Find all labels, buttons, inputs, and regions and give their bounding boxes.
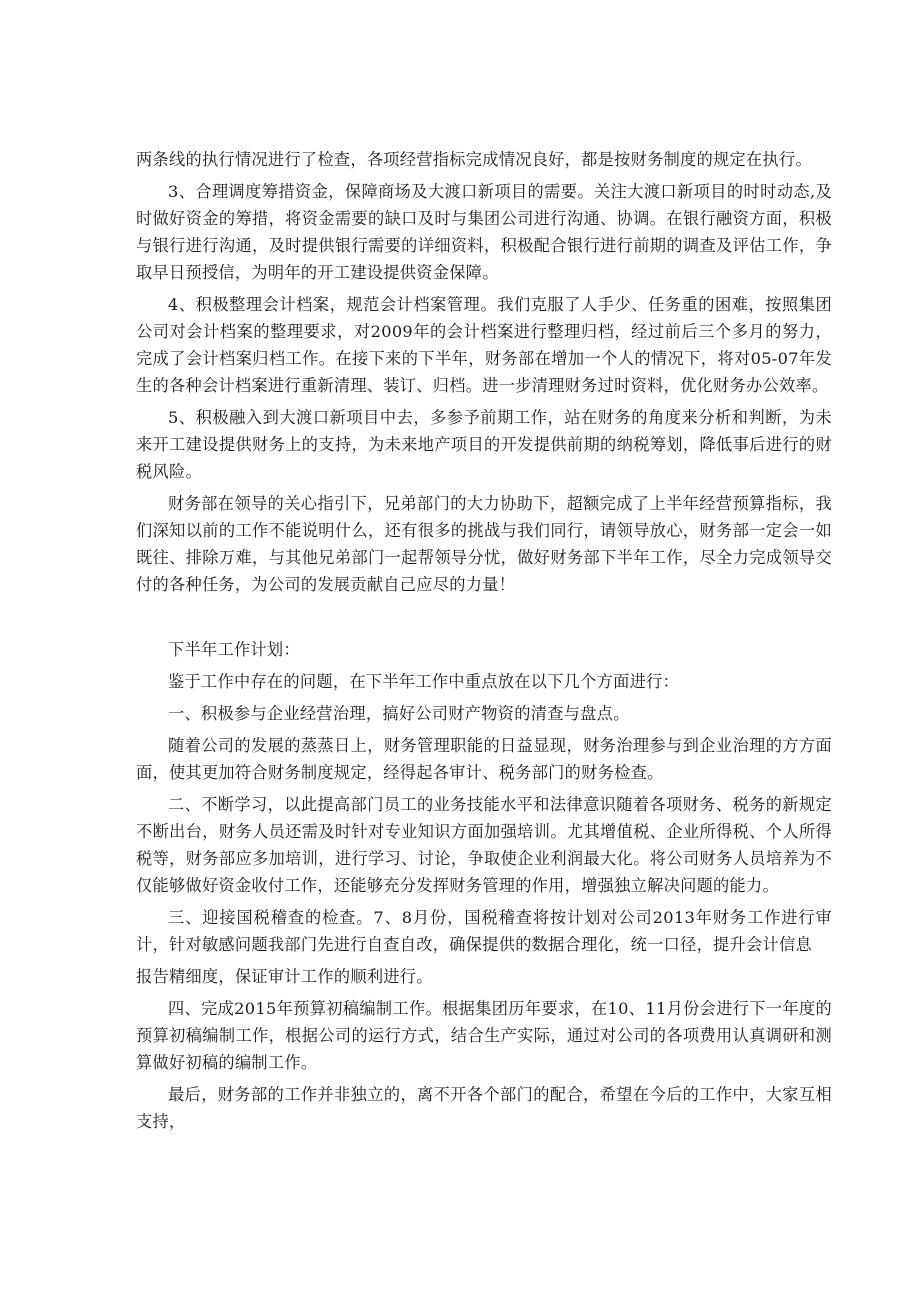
plan-paragraph: 下半年工作计划：	[168, 640, 300, 659]
plan-paragraph: 随着公司的发展的蒸蒸日上，财务管理职能的日益显现，财务治理参与到企业治理的方方面面，使其更加符合财务制度规定，经得起各审计、税务部门的财务检查。	[136, 736, 832, 782]
summary-paragraph: 财务部在领导的关心指引下，兄弟部门的大力协助下，超额完成了上半年经营预算指标，我们深知以前的工作不能说明什么，还有很多的挑战与我们同行，请领导放心，财务部一定会一如既往、排除万难，与其他兄弟部门一起帮领导分忧，做好财务部下半年工作，尽全力完成领导交付的各种任务，为公司的发展贡献自己应尽的力量！	[136, 494, 832, 594]
summary-paragraph: 4、积极整理会计档案，规范会计档案管理。我们克服了人手少、任务重的困难，按照集团公司对会计档案的整理要求，对2009年的会计档案进行整理归档，经过前后三个多月的努力，完成了会计档案归档工作。在接下来的下半年，财务部在增加一个人的情况下，将对05-07年发生的各种会计档案进行重新清理、装订、归档。进一步清理财务过时资料，优化财务办公效率。	[136, 295, 832, 395]
plan-paragraph: 最后，财务部的工作并非独立的，离不开各个部门的配合，希望在今后的工作中，大家互相支持，	[136, 1085, 832, 1131]
summary-paragraph: 5、积极融入到大渡口新项目中去，多参予前期工作，站在财务的角度来分析和判断，为未来开工建设提供财务上的支持，为未来地产项目的开发提供前期的纳税筹划，降低事后进行的财税风险。	[136, 408, 832, 481]
summary-paragraph: 3、合理调度筹措资金，保障商场及大渡口新项目的需要。关注大渡口新项目的时时动态,及时做好资金的筹措，将资金需要的缺口及时与集团公司进行沟通、协调。在银行融资方面，积极与银行进行沟通，及时提供银行需要的详细资料，积极配合银行进行前期的调查及评估工作，争取早日预授信，为明年的开工建设提供资金保障。	[136, 182, 832, 282]
section-summary	[136, 146, 832, 598]
plan-paragraph: 一、积极参与企业经营治理，搞好公司财产物资的清查与盘点。	[168, 704, 630, 723]
summary-paragraph: 两条线的执行情况进行了检查，各项经营指标完成情况良好，都是按财务制度的规定在执行。	[136, 150, 812, 169]
plan-paragraph: 报告精细度，保证审计工作的顺利进行。	[136, 967, 433, 986]
plan-paragraph: 二、不断学习，以此提高部门员工的业务技能水平和法律意识随着各项财务、税务的新规定不断出台，财务人员还需及时针对专业知识方面加强培训。尤其增值税、企业所得税、个人所得税等，财务部应多加培训，进行学习、讨论，争取使企业利润最大化。将公司财务人员培养为不仅能够做好资金收付工作，还能够充分发挥财务管理的作用，增强独立解决问题的能力。	[136, 795, 832, 895]
document-body	[136, 146, 832, 1140]
section-plan	[136, 636, 832, 1135]
plan-paragraph: 鉴于工作中存在的问题，在下半年工作中重点放在以下几个方面进行：	[168, 672, 680, 691]
plan-paragraph: 四、完成2015年预算初稿编制工作。根据集团历年要求，在10、11月份会进行下一年度的预算初稿编制工作，根据公司的运行方式，结合生产实际，通过对公司的各项费用认真调研和测算做好初稿的编制工作。	[136, 999, 832, 1072]
plan-paragraph: 三、迎接国税稽查的检查。7、8月份，国税稽查将按计划对公司2013年财务工作进行审计，针对敏感问题我部门先进行自查自改，确保提供的数据合理化，统一口径，提升会计信息	[136, 908, 832, 954]
section-gap	[136, 603, 832, 636]
